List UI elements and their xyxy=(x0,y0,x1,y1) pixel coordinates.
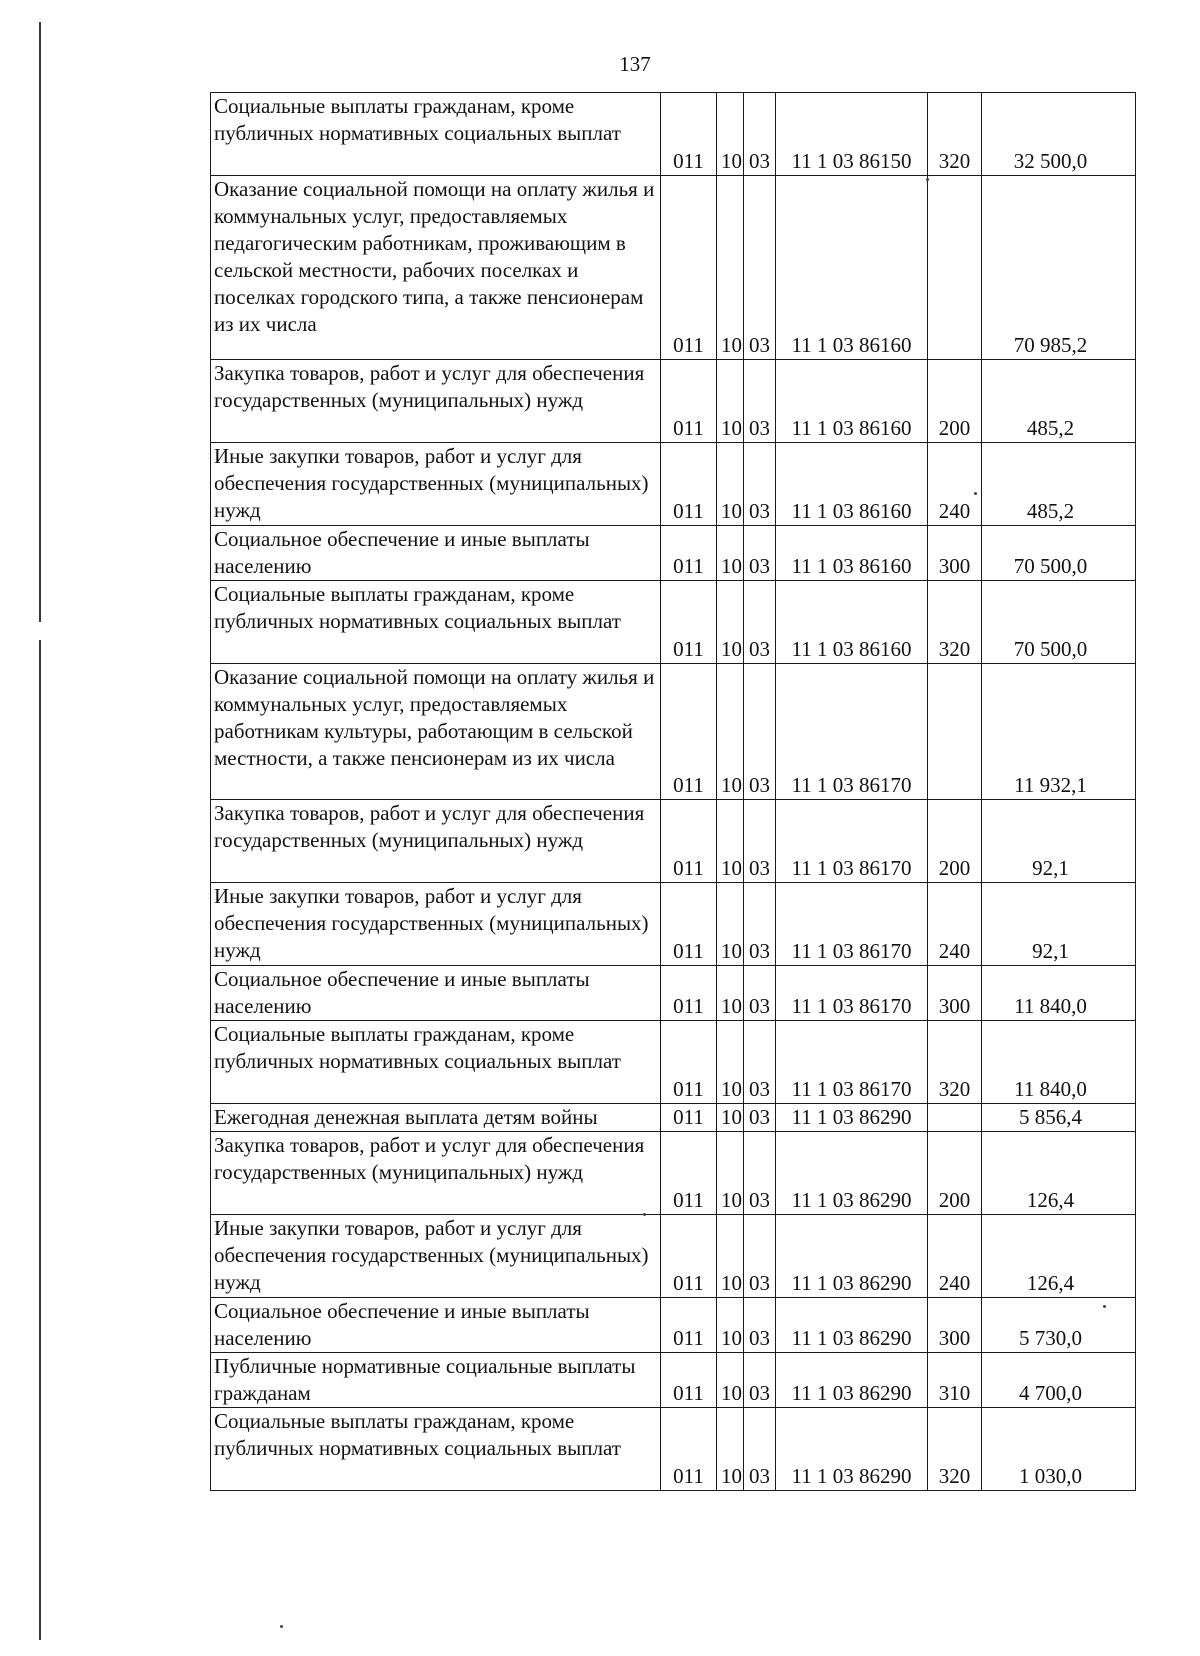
row-sum-cell: 5 856,4 xyxy=(982,1104,1136,1132)
row-csr-cell: 11 1 03 86170 xyxy=(776,800,928,883)
table-row xyxy=(211,1298,1136,1353)
row-name-cell: Социальные выплаты гражданам, кроме публичных нормативных социальных выплат xyxy=(211,93,661,176)
table-row xyxy=(211,443,1136,526)
row-rz-cell: 10 xyxy=(717,360,744,443)
row-pr-cell: 03 xyxy=(744,1104,776,1132)
table-row xyxy=(211,93,1136,176)
row-rz-cell: 10 xyxy=(717,1021,744,1104)
scan-speck xyxy=(280,1625,283,1628)
row-pr-cell: 03 xyxy=(744,526,776,581)
row-sum-cell: 11 840,0 xyxy=(982,966,1136,1021)
scan-speck xyxy=(643,1213,646,1216)
row-rz-cell: 10 xyxy=(717,966,744,1021)
row-csr-cell: 11 1 03 86290 xyxy=(776,1408,928,1491)
row-rz-cell: 10 xyxy=(717,1132,744,1215)
row-name-cell: Закупка товаров, работ и услуг для обеспечения государственных (муниципальных) нужд xyxy=(211,800,661,883)
row-csr-cell: 11 1 03 86170 xyxy=(776,1021,928,1104)
row-rz-cell: 10 xyxy=(717,581,744,664)
row-gr-cell: 011 xyxy=(661,360,717,443)
row-sum-cell: 92,1 xyxy=(982,800,1136,883)
row-rz-cell: 10 xyxy=(717,800,744,883)
row-gr-cell: 011 xyxy=(661,1215,717,1298)
table-row xyxy=(211,360,1136,443)
row-pr-cell: 03 xyxy=(744,1298,776,1353)
row-rz-cell: 10 xyxy=(717,526,744,581)
row-rz-cell: 10 xyxy=(717,1215,744,1298)
row-csr-cell: 11 1 03 86170 xyxy=(776,883,928,966)
table-row xyxy=(211,1215,1136,1298)
row-rz-cell: 10 xyxy=(717,1104,744,1132)
row-csr-cell: 11 1 03 86170 xyxy=(776,664,928,800)
row-sum-cell: 485,2 xyxy=(982,443,1136,526)
row-name-cell: Иные закупки товаров, работ и услуг для обеспечения государственных (муниципальных) нужд xyxy=(211,883,661,966)
row-name-cell: Социальные выплаты гражданам, кроме публичных нормативных социальных выплат xyxy=(211,581,661,664)
row-sum-cell: 5 730,0 xyxy=(982,1298,1136,1353)
row-gr-cell: 011 xyxy=(661,443,717,526)
row-sum-cell: 1 030,0 xyxy=(982,1408,1136,1491)
row-csr-cell: 11 1 03 86290 xyxy=(776,1298,928,1353)
row-gr-cell: 011 xyxy=(661,883,717,966)
row-rz-cell: 10 xyxy=(717,1353,744,1408)
row-name-cell: Социальные выплаты гражданам, кроме публичных нормативных социальных выплат xyxy=(211,1408,661,1491)
row-rz-cell: 10 xyxy=(717,1408,744,1491)
row-sum-cell: 92,1 xyxy=(982,883,1136,966)
row-gr-cell: 011 xyxy=(661,1104,717,1132)
row-gr-cell: 011 xyxy=(661,1353,717,1408)
row-pr-cell: 03 xyxy=(744,176,776,360)
row-csr-cell: 11 1 03 86160 xyxy=(776,360,928,443)
row-sum-cell: 126,4 xyxy=(982,1215,1136,1298)
row-csr-cell: 11 1 03 86290 xyxy=(776,1353,928,1408)
row-vr-cell xyxy=(928,664,982,800)
table-row xyxy=(211,1353,1136,1408)
row-vr-cell: 300 xyxy=(928,1298,982,1353)
row-pr-cell: 03 xyxy=(744,443,776,526)
table-row xyxy=(211,883,1136,966)
table-row xyxy=(211,526,1136,581)
row-sum-cell: 32 500,0 xyxy=(982,93,1136,176)
row-gr-cell: 011 xyxy=(661,93,717,176)
budget-table xyxy=(210,92,1136,1491)
budget-table-body xyxy=(211,93,1136,1491)
row-gr-cell: 011 xyxy=(661,581,717,664)
scan-speck xyxy=(926,178,929,181)
row-gr-cell: 011 xyxy=(661,1021,717,1104)
row-pr-cell: 03 xyxy=(744,966,776,1021)
table-row xyxy=(211,1408,1136,1491)
table-row xyxy=(211,1132,1136,1215)
row-gr-cell: 011 xyxy=(661,1408,717,1491)
row-pr-cell: 03 xyxy=(744,360,776,443)
row-pr-cell: 03 xyxy=(744,1353,776,1408)
row-vr-cell: 200 xyxy=(928,360,982,443)
row-vr-cell: 300 xyxy=(928,966,982,1021)
table-row xyxy=(211,176,1136,360)
row-rz-cell: 10 xyxy=(717,93,744,176)
row-gr-cell: 011 xyxy=(661,664,717,800)
row-vr-cell: 320 xyxy=(928,93,982,176)
row-csr-cell: 11 1 03 86160 xyxy=(776,581,928,664)
scan-speck xyxy=(1103,1305,1106,1308)
row-rz-cell: 10 xyxy=(717,883,744,966)
row-vr-cell xyxy=(928,1104,982,1132)
row-name-cell: Иные закупки товаров, работ и услуг для обеспечения государственных (муниципальных) нужд xyxy=(211,1215,661,1298)
row-rz-cell: 10 xyxy=(717,664,744,800)
row-gr-cell: 011 xyxy=(661,966,717,1021)
row-vr-cell: 320 xyxy=(928,1021,982,1104)
row-name-cell: Публичные нормативные социальные выплаты гражданам xyxy=(211,1353,661,1408)
row-vr-cell: 320 xyxy=(928,581,982,664)
row-vr-cell: 320 xyxy=(928,1408,982,1491)
row-name-cell: Социальные выплаты гражданам, кроме публичных нормативных социальных выплат xyxy=(211,1021,661,1104)
row-gr-cell: 011 xyxy=(661,1298,717,1353)
row-pr-cell: 03 xyxy=(744,1215,776,1298)
row-name-cell: Закупка товаров, работ и услуг для обеспечения государственных (муниципальных) нужд xyxy=(211,360,661,443)
row-rz-cell: 10 xyxy=(717,1298,744,1353)
row-csr-cell: 11 1 03 86290 xyxy=(776,1104,928,1132)
row-sum-cell: 126,4 xyxy=(982,1132,1136,1215)
row-csr-cell: 11 1 03 86160 xyxy=(776,443,928,526)
row-name-cell: Оказание социальной помощи на оплату жилья и коммунальных услуг, предоставляемых работникам культуры, работающим в сельской местности, а также пенсионерам из их числа xyxy=(211,664,661,800)
row-csr-cell: 11 1 03 86160 xyxy=(776,526,928,581)
row-sum-cell: 11 840,0 xyxy=(982,1021,1136,1104)
scan-speck xyxy=(974,492,977,495)
table-row xyxy=(211,1104,1136,1132)
row-csr-cell: 11 1 03 86160 xyxy=(776,176,928,360)
row-vr-cell: 240 xyxy=(928,1215,982,1298)
row-csr-cell: 11 1 03 86150 xyxy=(776,93,928,176)
row-name-cell: Социальное обеспечение и иные выплаты населению xyxy=(211,1298,661,1353)
row-pr-cell: 03 xyxy=(744,581,776,664)
row-pr-cell: 03 xyxy=(744,1408,776,1491)
row-pr-cell: 03 xyxy=(744,93,776,176)
row-vr-cell: 310 xyxy=(928,1353,982,1408)
row-csr-cell: 11 1 03 86290 xyxy=(776,1132,928,1215)
row-rz-cell: 10 xyxy=(717,443,744,526)
page-number: 137 xyxy=(619,52,651,76)
row-pr-cell: 03 xyxy=(744,883,776,966)
row-csr-cell: 11 1 03 86290 xyxy=(776,1215,928,1298)
row-pr-cell: 03 xyxy=(744,1021,776,1104)
row-vr-cell: 300 xyxy=(928,526,982,581)
row-sum-cell: 4 700,0 xyxy=(982,1353,1136,1408)
table-row xyxy=(211,800,1136,883)
table-row xyxy=(211,966,1136,1021)
table-row xyxy=(211,1021,1136,1104)
row-pr-cell: 03 xyxy=(744,1132,776,1215)
row-name-cell: Социальное обеспечение и иные выплаты населению xyxy=(211,966,661,1021)
row-sum-cell: 11 932,1 xyxy=(982,664,1136,800)
row-pr-cell: 03 xyxy=(744,800,776,883)
row-name-cell: Иные закупки товаров, работ и услуг для обеспечения государственных (муниципальных) нужд xyxy=(211,443,661,526)
row-vr-cell xyxy=(928,176,982,360)
row-name-cell: Оказание социальной помощи на оплату жилья и коммунальных услуг, предоставляемых педагогическим работникам, проживающим в сельской местности, рабочих поселках и поселках городского типа, а также пенсионерам из их числа xyxy=(211,176,661,360)
row-pr-cell: 03 xyxy=(744,664,776,800)
row-gr-cell: 011 xyxy=(661,800,717,883)
row-csr-cell: 11 1 03 86170 xyxy=(776,966,928,1021)
row-sum-cell: 70 500,0 xyxy=(982,526,1136,581)
row-gr-cell: 011 xyxy=(661,176,717,360)
table-row xyxy=(211,581,1136,664)
row-vr-cell: 200 xyxy=(928,800,982,883)
row-vr-cell: 200 xyxy=(928,1132,982,1215)
table-row xyxy=(211,664,1136,800)
row-sum-cell: 485,2 xyxy=(982,360,1136,443)
row-gr-cell: 011 xyxy=(661,1132,717,1215)
row-rz-cell: 10 xyxy=(717,176,744,360)
scan-margin-line-bottom xyxy=(39,640,41,1640)
row-sum-cell: 70 500,0 xyxy=(982,581,1136,664)
row-name-cell: Социальное обеспечение и иные выплаты населению xyxy=(211,526,661,581)
row-vr-cell: 240 xyxy=(928,443,982,526)
scan-margin-line-top xyxy=(39,22,41,622)
row-vr-cell: 240 xyxy=(928,883,982,966)
row-name-cell: Ежегодная денежная выплата детям войны xyxy=(211,1104,661,1132)
row-gr-cell: 011 xyxy=(661,526,717,581)
row-sum-cell: 70 985,2 xyxy=(982,176,1136,360)
row-name-cell: Закупка товаров, работ и услуг для обеспечения государственных (муниципальных) нужд xyxy=(211,1132,661,1215)
